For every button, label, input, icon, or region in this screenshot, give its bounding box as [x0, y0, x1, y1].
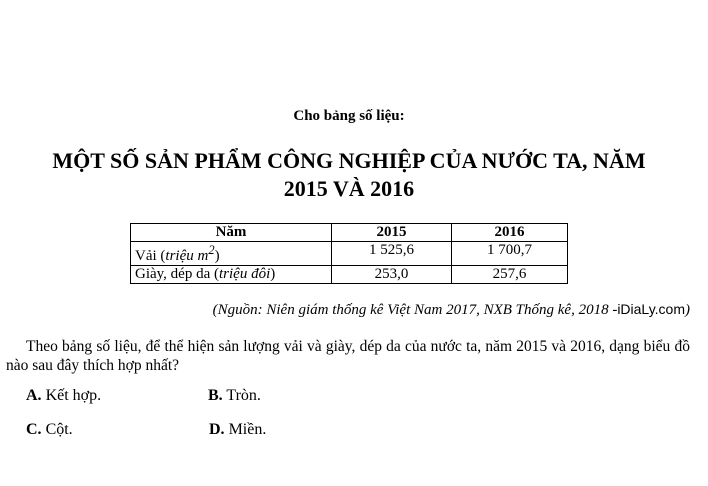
option-text: Miền. [228, 421, 267, 438]
option-letter: B. [208, 387, 223, 404]
header-year: Năm [131, 224, 332, 242]
row-unit: triệu $m^2$ [165, 243, 215, 264]
header-2016: 2016 [452, 224, 568, 242]
option-letter: D. [209, 421, 225, 438]
source-brand: iDiaLy.com [617, 301, 685, 317]
option-letter: A. [26, 387, 42, 404]
page-title [0, 147, 698, 203]
option-c[interactable] [26, 421, 73, 439]
option-text: Cột. [45, 421, 73, 438]
table-row [131, 242, 568, 266]
cell-vai-2016: 1 700,7 [452, 242, 568, 266]
table-header-row [131, 224, 568, 242]
unit-superscript: 2 [208, 243, 215, 257]
source-note: (Nguồn: Niên giám thống kê Việt Nam 2017, NXB Thống kê, 2018 -iDiaLy.com) [212, 301, 690, 318]
title-line-2: 2015 VÀ 2016 [283, 176, 415, 201]
cell-giay-2016: 257,6 [452, 266, 568, 284]
cell-vai-2015: 1 525,6 [332, 242, 452, 266]
row-label-text: Giày, dép da [135, 266, 211, 282]
row-label-text: Vải [135, 248, 157, 264]
cell-giay-2015: 253,0 [332, 266, 452, 284]
option-d[interactable] [209, 421, 266, 439]
option-a[interactable] [26, 387, 101, 405]
row-label: Vải (triệu $m^2$) [131, 242, 332, 266]
title-line-1: MỘT SỐ SẢN PHẨM CÔNG NGHIỆP CỦA NƯỚC TA, NĂM [52, 148, 646, 173]
option-b[interactable] [208, 387, 261, 405]
option-text: Tròn. [226, 387, 261, 404]
intro-label: Cho bảng số liệu: [293, 108, 405, 124]
row-unit: triệu đôi [219, 266, 271, 282]
table-row [131, 266, 568, 284]
data-table [130, 223, 568, 284]
option-letter: C. [26, 421, 42, 438]
row-label: Giày, dép da (triệu đôi) [131, 266, 332, 284]
header-2015: 2015 [332, 224, 452, 242]
question-text: Theo bảng số liệu, để thể hiện sản lượng vải và giày, dép da của nước ta, năm 2015 và 2016, dạng biểu đồ nào sau đây thích hợp nhất? [6, 338, 690, 374]
option-text: Kết hợp. [45, 387, 102, 404]
